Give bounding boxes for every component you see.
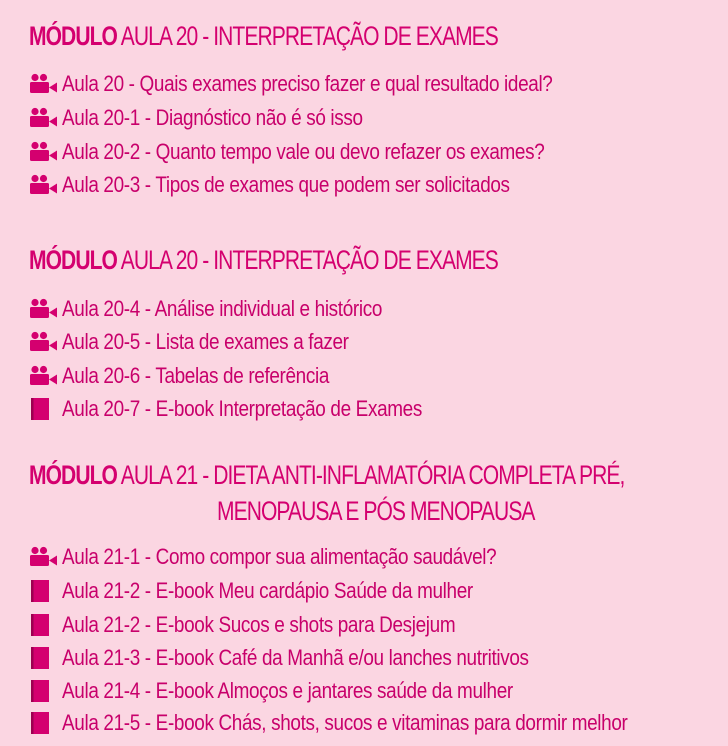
module-title <box>29 243 498 277</box>
module-keyword: MÓDULO <box>29 460 117 490</box>
lesson-item[interactable] <box>29 170 583 200</box>
lesson-item[interactable] <box>29 676 586 706</box>
book-icon <box>29 580 59 602</box>
book-icon <box>29 614 59 636</box>
module-keyword: MÓDULO <box>29 245 117 275</box>
lesson-label: Aula 20-5 - Lista de exames a fazer <box>62 329 349 354</box>
book-icon <box>29 398 59 420</box>
module-name: AULA 20 - INTERPRETAÇÃO DE EXAMES <box>120 21 498 51</box>
video-camera-icon <box>29 73 59 95</box>
module-title <box>29 458 624 492</box>
lesson-item[interactable] <box>29 69 632 99</box>
video-camera-icon <box>29 365 59 387</box>
lesson-label: Aula 21-3 - E-book Café da Manhã e/ou lanches nutritivos <box>62 645 529 670</box>
lesson-label: Aula 21-2 - E-book Sucos e shots para Desjejum <box>62 612 456 637</box>
module-name: AULA 21 - DIETA ANTI-INFLAMATÓRIA COMPLETA PRÉ, <box>120 460 625 490</box>
lesson-item[interactable] <box>29 361 372 391</box>
lesson-label: Aula 20-3 - Tipos de exames que podem ser solicitados <box>62 172 510 197</box>
video-camera-icon <box>29 107 59 129</box>
lesson-label: Aula 20-7 - E-book Interpretação de Exames <box>62 396 422 421</box>
lesson-item[interactable] <box>29 327 395 357</box>
module-name: AULA 20 - INTERPRETAÇÃO DE EXAMES <box>120 245 498 275</box>
lesson-item[interactable] <box>29 542 567 572</box>
lesson-label: Aula 21-4 - E-book Almoços e jantares saúde da mulher <box>62 678 513 703</box>
module-title-continuation: MENOPAUSA E PÓS MENOPAUSA <box>217 496 535 526</box>
lesson-label: Aula 20-1 - Diagnóstico não é só isso <box>62 105 363 130</box>
lesson-item[interactable] <box>29 610 519 640</box>
video-camera-icon <box>29 546 59 568</box>
lesson-label: Aula 20-4 - Análise individual e histórico <box>62 296 383 321</box>
module-keyword: MÓDULO <box>29 21 117 51</box>
lesson-item[interactable] <box>29 137 623 167</box>
book-icon <box>29 680 59 702</box>
book-icon <box>29 712 59 734</box>
video-camera-icon <box>29 331 59 353</box>
lesson-label: Aula 20-2 - Quanto tempo vale ou devo refazer os exames? <box>62 139 545 164</box>
video-camera-icon <box>29 141 59 163</box>
video-camera-icon <box>29 298 59 320</box>
lesson-item[interactable] <box>29 294 434 324</box>
lesson-label: Aula 21-1 - Como compor sua alimentação saudável? <box>62 544 497 569</box>
lesson-item[interactable] <box>29 103 412 133</box>
lesson-label: Aula 21-5 - E-book Chás, shots, sucos e vitaminas para dormir melhor <box>62 710 628 735</box>
book-icon <box>29 647 59 669</box>
lesson-item[interactable] <box>29 394 481 424</box>
lesson-item[interactable] <box>29 643 605 673</box>
lesson-label: Aula 21-2 - E-book Meu cardápio Saúde da mulher <box>62 578 473 603</box>
lesson-item[interactable] <box>29 708 720 738</box>
lesson-label: Aula 20 - Quais exames preciso fazer e qual resultado ideal? <box>62 71 553 96</box>
video-camera-icon <box>29 174 59 196</box>
lesson-item[interactable] <box>29 576 540 606</box>
module-title <box>29 19 498 53</box>
lesson-label: Aula 20-6 - Tabelas de referência <box>62 363 330 388</box>
